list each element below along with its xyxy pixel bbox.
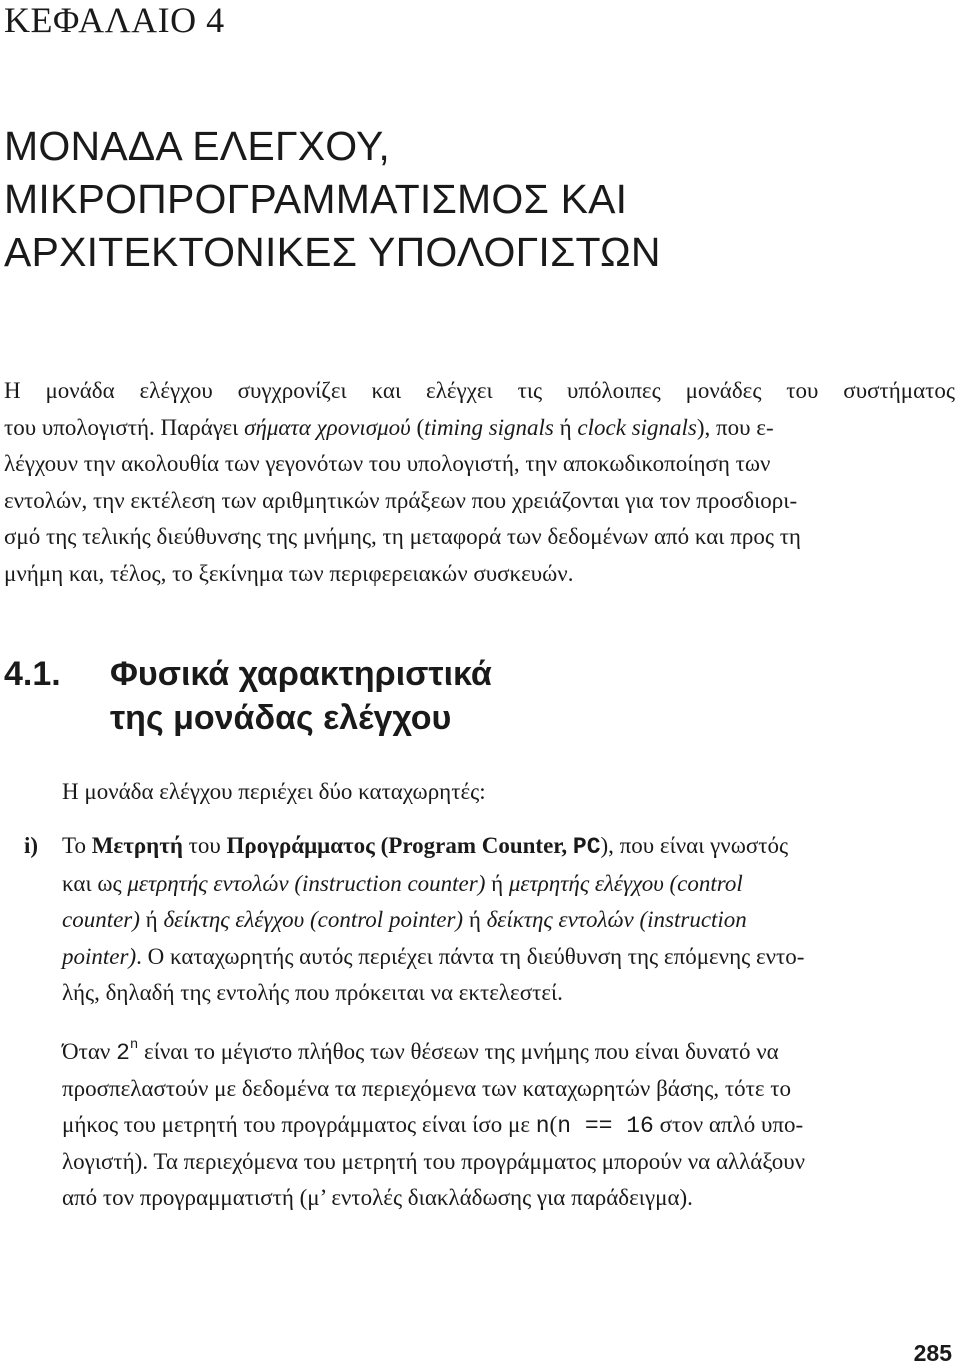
text-run: μήκος του μετρητή του προγράμματος είναι ίσο με — [62, 1112, 536, 1137]
italic-term: σήματα χρονισμού — [244, 414, 411, 440]
section-title-line: Φυσικά χαρακτηριστικά — [110, 655, 492, 693]
paragraph-line: Η μονάδα ελέγχου συγχρονίζει και ελέγχει τις υπόλοιπες μονάδες του συστήματος — [4, 378, 955, 403]
text-run: ( — [410, 414, 425, 440]
list-item — [62, 828, 955, 1012]
code-superscript: n — [129, 1037, 139, 1053]
list-item-label: i) — [24, 833, 39, 858]
paragraph-line — [4, 410, 955, 447]
text-run: του — [182, 833, 227, 858]
code-term: n == 16 — [557, 1113, 654, 1139]
italic-term: timing signals — [424, 414, 554, 440]
text-run: και ως — [62, 870, 128, 896]
italic-term: δείκτης ελέγχου (control pointer) — [163, 907, 464, 932]
chapter-title — [4, 120, 661, 279]
paragraph-line: λογιστή). Τα περιεχόμενα του μετρητή του προγράμματος μπορούν να αλλάξουν — [62, 1149, 806, 1174]
italic-term: pointer) — [62, 943, 137, 969]
text-run: Όταν — [62, 1039, 117, 1064]
chapter-title-line: ΜΟΝΑΔΑ ΕΛΕΓΧΟΥ, — [4, 123, 390, 169]
bold-term: Μετρητή — [91, 833, 183, 858]
text-run: ), που ε- — [696, 414, 774, 440]
text-run: . Ο καταχωρητής αυτός περιέχει πάντα τη διεύθυνση της επόμενης εντο- — [136, 943, 805, 969]
section-number: 4.1. — [4, 655, 61, 693]
code-term: n — [535, 1113, 550, 1139]
paragraph-line: λής, δηλαδή της εντολής που πρόκειται να εκτελεστεί. — [62, 980, 563, 1005]
section-title — [110, 652, 492, 740]
paragraph-line — [62, 902, 955, 939]
italic-term: counter) — [62, 907, 140, 932]
italic-term: μετρητής εντολών (instruction counter) — [127, 870, 486, 896]
text-run: ή — [139, 907, 164, 932]
italic-term: μετρητής ελέγχου (control — [508, 870, 743, 896]
text-run: Το — [62, 833, 92, 858]
chapter-title-line: ΑΡΧΙΤΕΚΤΟΝΙΚΕΣ ΥΠΟΛΟΓΙΣΤΩΝ — [4, 229, 661, 275]
code-term: 2 — [116, 1040, 130, 1066]
chapter-heading: ΚΕΦΑΛΑΙΟ 4 — [4, 0, 225, 40]
bold-term: Προγράμματος — [226, 833, 375, 858]
page-number: 285 — [913, 1340, 952, 1366]
chapter-title-line: ΜΙΚΡΟΠΡΟΓΡΑΜΜΑΤΙΣΜΟΣ ΚΑΙ — [4, 176, 628, 222]
text-run: του υπολογιστή. Παράγει — [4, 414, 245, 440]
paragraph-line — [62, 866, 955, 903]
paragraph-line: λέγχουν την ακολουθία των γεγονότων του υπολογιστή, την αποκωδικοποίηση των — [4, 451, 771, 476]
text-run: ή — [485, 870, 509, 896]
paragraph-line: σμό της τελικής διεύθυνσης της μνήμης, τη μεταφορά των δεδομένων από και προς τη — [4, 524, 801, 549]
section-title-line: της μονάδας ελέγχου — [110, 699, 452, 737]
text-run: ή — [463, 907, 487, 932]
note-paragraph — [62, 1027, 955, 1216]
text-run: ( — [549, 1112, 558, 1137]
paragraph-line: μνήμη και, τέλος, το ξεκίνημα των περιφερειακών συσκευών. — [4, 560, 574, 586]
code-term: PC — [572, 834, 601, 860]
paragraph-line — [62, 1027, 955, 1071]
italic-term: δείκτης εντολών (instruction — [486, 907, 747, 932]
paragraph-line — [62, 828, 955, 866]
text-run: είναι το μέγιστο πλήθος των θέσεων της μνήμης που είναι δυνατό να — [138, 1039, 779, 1064]
bold-term: (Program Counter, — [374, 833, 573, 858]
text-run: ή — [553, 414, 578, 440]
paragraph-line: εντολών, την εκτέλεση των αριθμητικών πράξεων που χρειάζονται για τον προσδιορι- — [4, 487, 798, 513]
text-run: ), που είναι γνωστός — [600, 833, 789, 858]
italic-term: clock signals — [577, 414, 697, 440]
paragraph-line — [62, 1107, 955, 1144]
intro-paragraph — [4, 373, 955, 592]
paragraph-line: από τον προγραμματιστή (μ’ εντολές διακλάδωσης για παράδειγμα). — [62, 1185, 693, 1210]
paragraph-line: προσπελαστούν με δεδομένα τα περιεχόμενα των καταχωρητών βάσης, τότε το — [62, 1076, 791, 1101]
paragraph-line — [62, 939, 955, 976]
section-intro: Η μονάδα ελέγχου περιέχει δύο καταχωρητές: — [62, 779, 486, 804]
text-run: στον απλό υπο- — [653, 1112, 804, 1137]
